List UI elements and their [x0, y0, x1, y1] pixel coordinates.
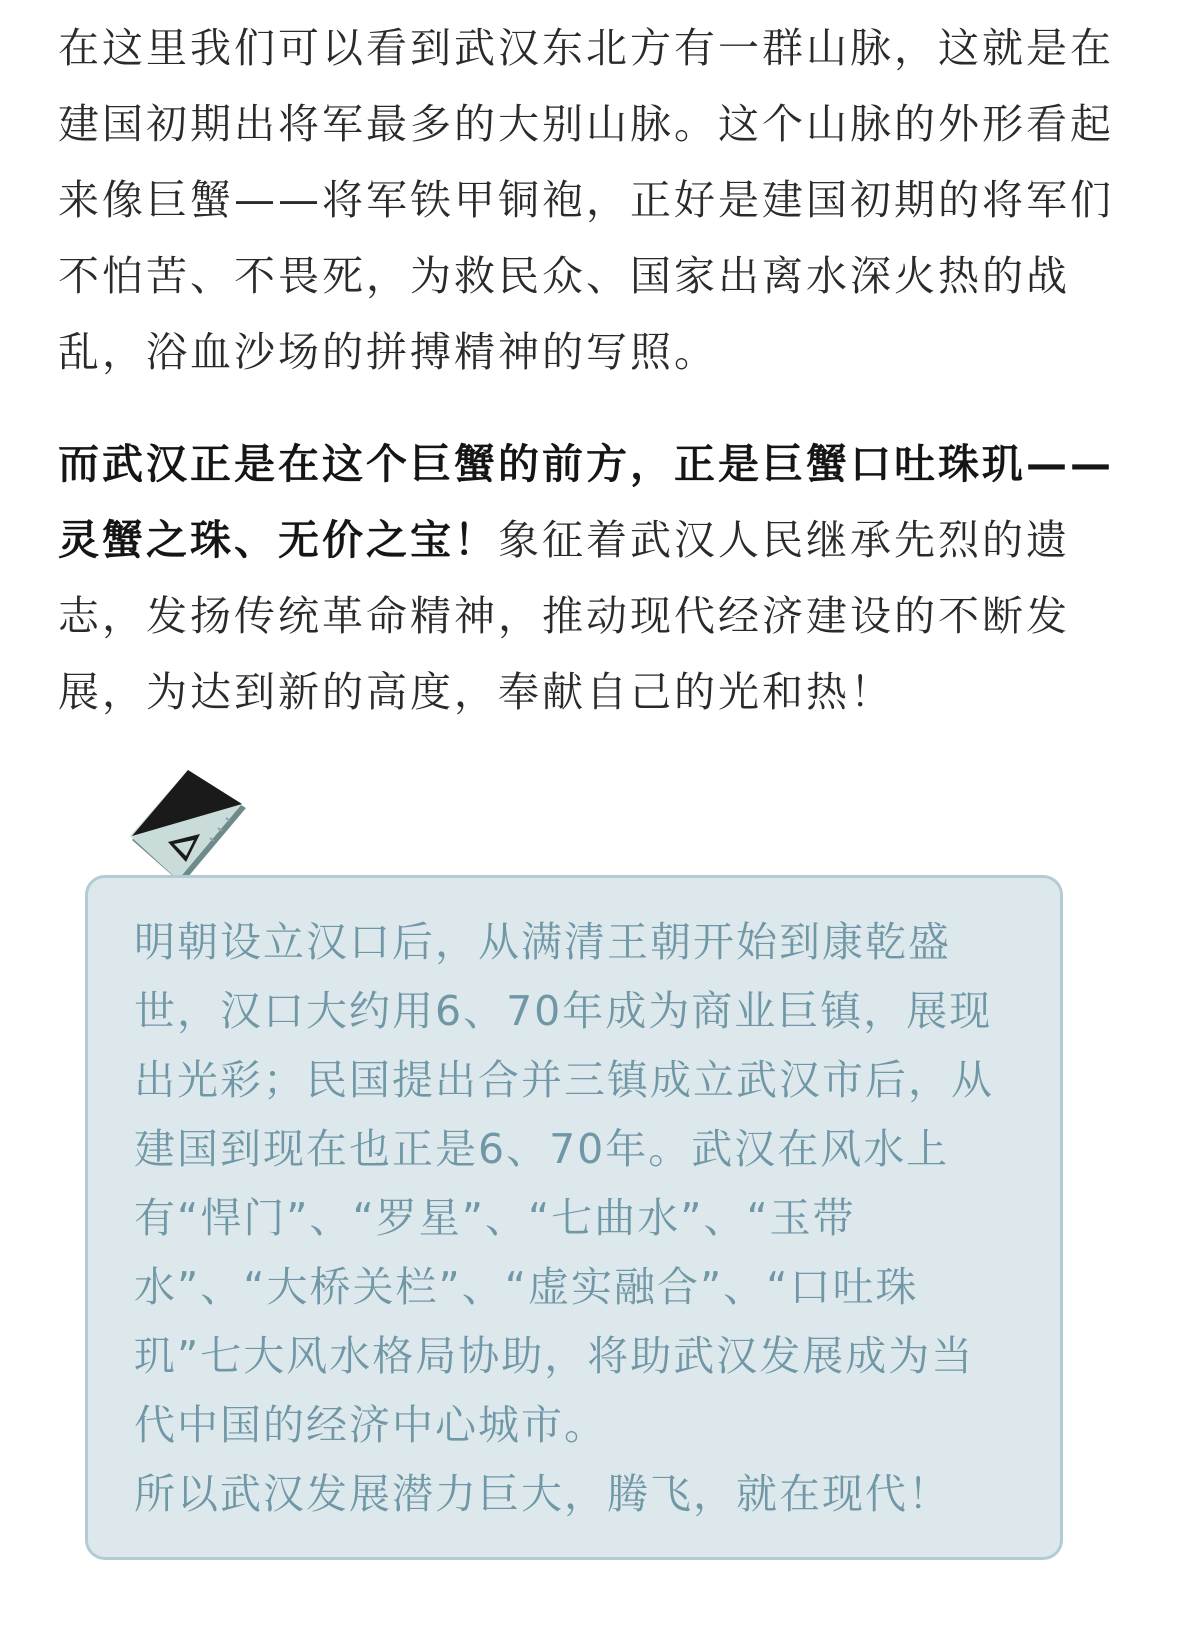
- article-paragraph-2-text: 象征着武汉人民继承先烈的遗志，发扬传统革命精神，推动现代经济建设的不断发展，为达到新的高度，奉献自己的光和热！: [58, 516, 1070, 716]
- quote-paragraph-1: 明朝设立汉口后，从满清王朝开始到康乾盛世，汉口大约用6、70年成为商业巨镇，展现出光彩；民国提出合并三镇成立武汉市后，从建国到现在也正是6、70年。武汉在风水上有“悍门”、“罗星”、“七曲水”、“玉带水”、“大桥关栏”、“虚实融合”、“口吐珠玑”七大风水格局协助，将助武汉发展成为当代中国的经济中心城市。: [134, 918, 994, 1449]
- article-paragraph-1: 在这里我们可以看到武汉东北方有一群山脉，这就是在建国初期出将军最多的大别山脉。这个山脉的外形看起来像巨蟹——将军铁甲铜袍，正好是建国初期的将军们不怕苦、不畏死，为救民众、国家出离水深火热的战乱，浴血沙场的拼搏精神的写照。: [58, 24, 1114, 376]
- set-square-ruler-icon: [130, 770, 260, 890]
- quote-box: [85, 875, 1063, 1560]
- article-paragraph-2-emphasis: 而武汉正是在这个巨蟹的前方，正是巨蟹口吐珠玑——灵蟹之珠、无价之宝！: [58, 440, 1114, 564]
- quote-paragraph-2: 所以武汉发展潜力巨大，腾飞，就在现代！: [134, 1470, 951, 1518]
- article-paragraph-2: [58, 426, 1148, 730]
- article-body: [58, 10, 1148, 730]
